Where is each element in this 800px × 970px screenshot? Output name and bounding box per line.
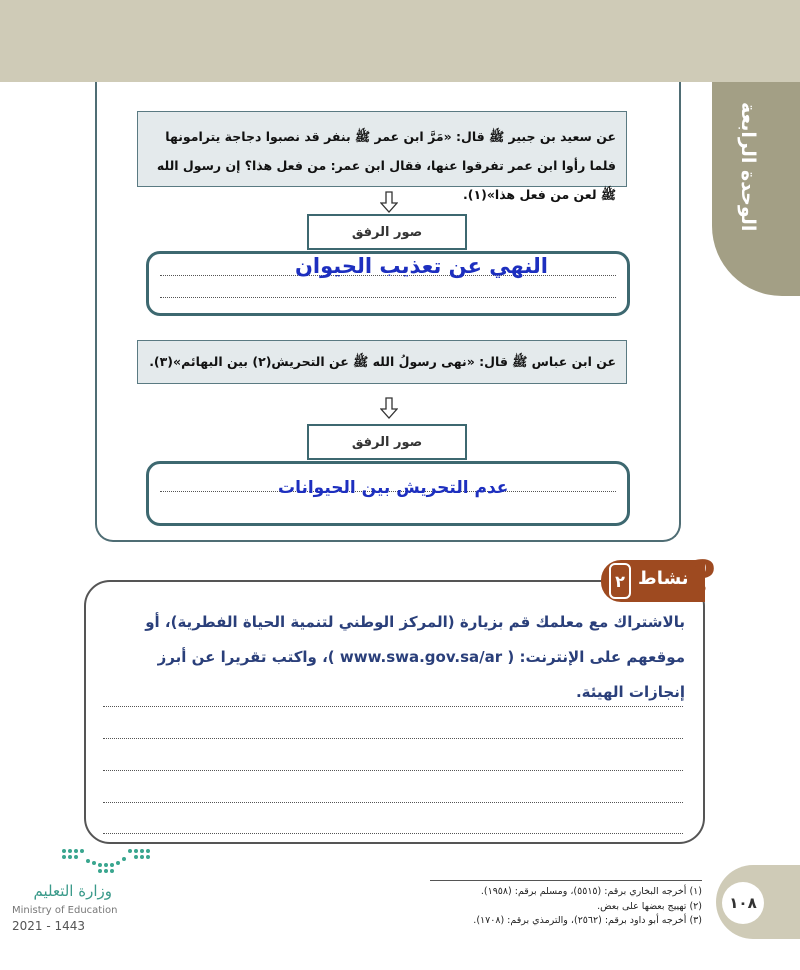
down-arrow-icon bbox=[380, 397, 398, 419]
question-mark-icon: ? bbox=[690, 552, 716, 603]
handwritten-answer-1: النهي عن تعذيب الحيوان bbox=[295, 254, 549, 278]
answer-line bbox=[103, 833, 683, 834]
ministry-name-ar: وزارة التعليم bbox=[33, 882, 112, 900]
answer-line bbox=[103, 706, 683, 707]
footnotes bbox=[430, 880, 702, 929]
ministry-year: 2021 - 1443 bbox=[12, 919, 86, 933]
answer-line bbox=[103, 738, 683, 739]
label-box-2: صور الرفق bbox=[307, 424, 467, 460]
label-box-1: صور الرفق bbox=[307, 214, 467, 250]
page-number: ١٠٨ bbox=[722, 882, 764, 924]
footnote-1: (١) أخرجه البخاري برقم: (٥٥١٥)، ومسلم برقم: (١٩٥٨). bbox=[480, 886, 702, 897]
ministry-name-en: Ministry of Education bbox=[12, 905, 118, 916]
handwritten-answer-2: عدم التحريش بين الحيوانات bbox=[278, 478, 509, 498]
activity-label: نشاط bbox=[638, 568, 689, 589]
answer-line bbox=[103, 802, 683, 803]
footnote-3: (٣) أخرجه أبو داود برقم: (٢٥٦٢)، والترمذي برقم: (١٧٠٨). bbox=[473, 915, 702, 926]
activity-text: بالاشتراك مع معلمك قم بزيارة (المركز الوطني لتنمية الحياة الفطرية)، أو موقعهم على الإنترنت: ( www.swa.gov.sa/ar )، واكتب تقريرا عن أبرز إنجازات الهيئة. bbox=[145, 613, 685, 701]
unit-title: الوحدة الرابعة bbox=[737, 102, 759, 232]
footnote-2: (٢) تهييج بعضها على بعض. bbox=[597, 900, 702, 912]
activity-number: ٢ bbox=[609, 563, 631, 599]
answer-line bbox=[103, 770, 683, 771]
hadith-quote-2: عن ابن عباس ﷺ قال: «نهى رسولُ الله ﷺ عن التحريش(٢) بين البهائم»(٣). bbox=[137, 340, 627, 384]
dotted-line bbox=[160, 297, 616, 298]
hadith-quote-1: عن سعيد بن جبير ﷺ قال: «مَرَّ ابن عمر ﷺ بنفر قد نصبوا دجاجة يترامونها فلما رأوا ابن عمر تفرقوا عنها، فقال ابن عمر: من فعل هذا؟ إن رسول الله ﷺ لعن من فعل هذا»(١). bbox=[137, 111, 627, 187]
ministry-logo-icon bbox=[60, 845, 156, 873]
down-arrow-icon bbox=[380, 191, 398, 213]
top-band bbox=[0, 0, 800, 82]
